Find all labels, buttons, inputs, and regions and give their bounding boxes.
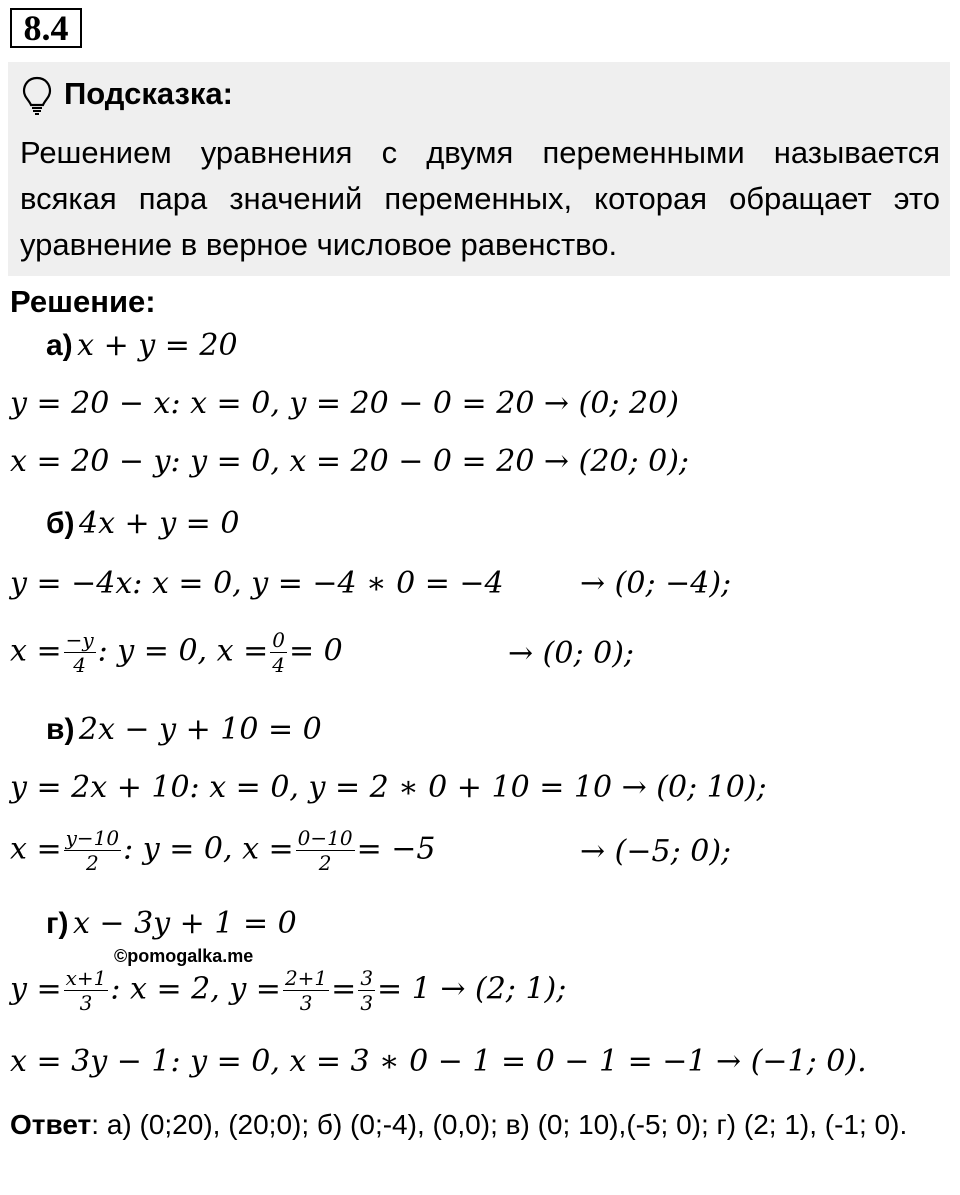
answer bbox=[10, 1104, 950, 1146]
part-c-line-1: y = 2x + 10: x = 0, y = 2 ∗ 0 + 10 = 10 → (0; 10); bbox=[10, 770, 767, 805]
hint-line-2: всякая пара значений переменных, которая обращает это bbox=[20, 181, 940, 216]
hint-line-1: Решением уравнения с двумя переменными называется bbox=[20, 135, 940, 170]
part-b-line-2: x = $\frac{-y}{4}$ : y = 0, x = $\frac{0}{4}$ = 0 bbox=[10, 628, 343, 677]
hint-title: Подсказка: bbox=[64, 76, 233, 111]
part-a-line-1: y = 20 − x: x = 0, y = 20 − 0 = 20 → (0; 20) bbox=[10, 386, 679, 421]
part-b-equation: 4x + y = 0 bbox=[78, 506, 240, 541]
part-c-label: в) bbox=[46, 713, 75, 746]
part-c-equation: 2x − y + 10 = 0 bbox=[78, 712, 322, 747]
part-a-line-2: x = 20 − y: y = 0, x = 20 − 0 = 20 → (20; 0); bbox=[10, 444, 690, 479]
part-b-line-1-result: → (0; −4); bbox=[580, 566, 732, 601]
answer-text: : а) (0;20), (20;0); б) (0;-4), (0,0); в) (0; 10),(-5; 0); г) (2; 1), (-1; 0). bbox=[91, 1109, 908, 1140]
part-b-line-2-result: → (0; 0); bbox=[508, 636, 635, 671]
part-c-line-2: x = $\frac{y-10}{2}$ : y = 0, x = $\frac{0-10}{2}$ = −5 bbox=[10, 826, 436, 875]
part-a-equation: x + y = 20 bbox=[77, 328, 238, 363]
part-b-label: б) bbox=[46, 507, 75, 540]
hint-line-3: уравнение в верное числовое равенство. bbox=[20, 227, 618, 262]
part-a-label: а) bbox=[46, 329, 73, 362]
solution-label: Решение: bbox=[10, 284, 156, 319]
part-b-line-1: y = −4x: x = 0, y = −4 ∗ 0 = −4 bbox=[10, 566, 504, 601]
lightbulb-icon bbox=[22, 76, 52, 116]
part-d-line-2: x = 3y − 1: y = 0, x = 3 ∗ 0 − 1 = 0 − 1 = −1 → (−1; 0). bbox=[10, 1044, 867, 1079]
problem-number: 8.4 bbox=[10, 8, 82, 48]
watermark: ©pomogalka.me bbox=[114, 946, 254, 966]
hint-box bbox=[8, 62, 950, 276]
part-c-line-2-result: → (−5; 0); bbox=[580, 834, 732, 869]
part-d-label: г) bbox=[46, 907, 69, 940]
part-d-equation: x − 3y + 1 = 0 bbox=[72, 906, 297, 941]
part-d-line-1: y = $\frac{x+1}{3}$ : x = 2, y = $\frac{2+1}{3}$ = $\frac{3}{3}$ = 1 → (2; 1); bbox=[10, 966, 567, 1015]
answer-label: Ответ bbox=[10, 1109, 92, 1140]
